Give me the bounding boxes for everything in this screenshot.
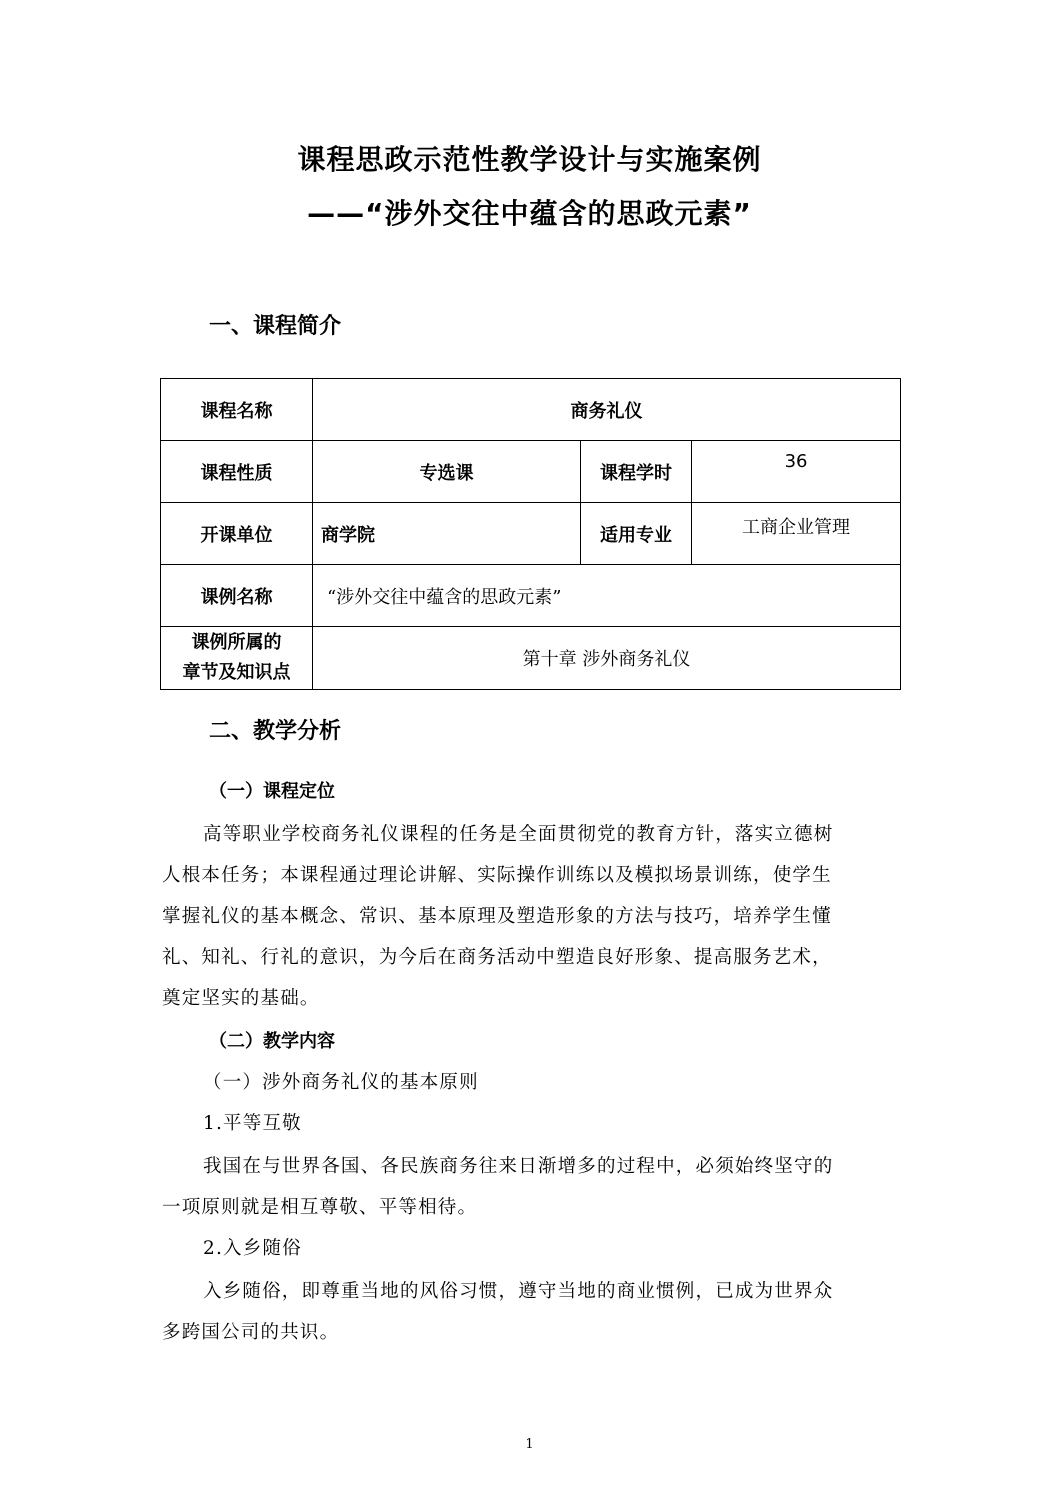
chapter-label-line-1: 课例所属的 (191, 632, 282, 653)
table-row (161, 379, 901, 441)
paragraph-line: 奠定坚实的基础。 (162, 988, 320, 1009)
section-heading-course-intro: 一、课程简介 (209, 314, 342, 339)
case-name-label: 课例名称 (161, 565, 313, 627)
course-name-value: 商务礼仪 (313, 379, 901, 441)
paragraph-line: 礼、知礼、行礼的意识，为今后在商务活动中塑造良好形象、提高服务艺术， (162, 947, 832, 968)
course-info-table (160, 378, 901, 690)
course-hours-value: 36 (692, 441, 901, 503)
chapter-label (161, 627, 313, 690)
course-nature-label: 课程性质 (161, 441, 313, 503)
course-nature-value: 专选课 (313, 441, 581, 503)
list-item-customs: 2.入乡随俗 (203, 1238, 302, 1259)
table-row (161, 503, 901, 565)
subheading-teaching-content: （二）教学内容 (209, 1031, 335, 1052)
table-row (161, 565, 901, 627)
course-name-label: 课程名称 (161, 379, 313, 441)
department-label: 开课单位 (161, 503, 313, 565)
document-title-line-1: 课程思政示范性教学设计与实施案例 (297, 143, 762, 176)
paragraph-line: 掌握礼仪的基本概念、常识、基本原理及塑造形象的方法与技巧，培养学生懂 (162, 906, 832, 927)
paragraph-line: 一项原则就是相互尊敬、平等相待。 (162, 1197, 478, 1218)
paragraph-line: 多跨国公司的共识。 (162, 1322, 340, 1343)
paragraph-line: 入乡随俗，即尊重当地的风俗习惯，遵守当地的商业惯例，已成为世界众 (203, 1281, 834, 1302)
page-number: 1 (525, 1437, 534, 1452)
paragraph-line: 人根本任务；本课程通过理论讲解、实际操作训练以及模拟场景训练，使学生 (162, 865, 832, 886)
department-value: 商学院 (313, 503, 581, 565)
list-item-equality: 1.平等互敬 (203, 1113, 302, 1134)
case-name-value: “涉外交往中蕴含的思政元素” (313, 565, 901, 627)
table-row (161, 441, 901, 503)
chapter-label-line-2: 章节及知识点 (182, 662, 291, 683)
major-label: 适用专业 (581, 503, 692, 565)
paragraph-line: 高等职业学校商务礼仪课程的任务是全面贯彻党的教育方针，落实立德树 (203, 824, 834, 845)
major-value: 工商企业管理 (692, 503, 901, 565)
paragraph-line: 我国在与世界各国、各民族商务往来日渐增多的过程中，必须始终坚守的 (203, 1156, 834, 1177)
table-row (161, 627, 901, 690)
list-item-principles: （一）涉外商务礼仪的基本原则 (203, 1072, 479, 1093)
chapter-value: 第十章 涉外商务礼仪 (313, 627, 901, 690)
section-heading-teaching-analysis: 二、教学分析 (209, 719, 342, 744)
course-hours-label: 课程学时 (581, 441, 692, 503)
document-title-line-2: ——“涉外交往中蕴含的思政元素” (307, 197, 752, 230)
subheading-course-positioning: （一）课程定位 (209, 781, 335, 802)
